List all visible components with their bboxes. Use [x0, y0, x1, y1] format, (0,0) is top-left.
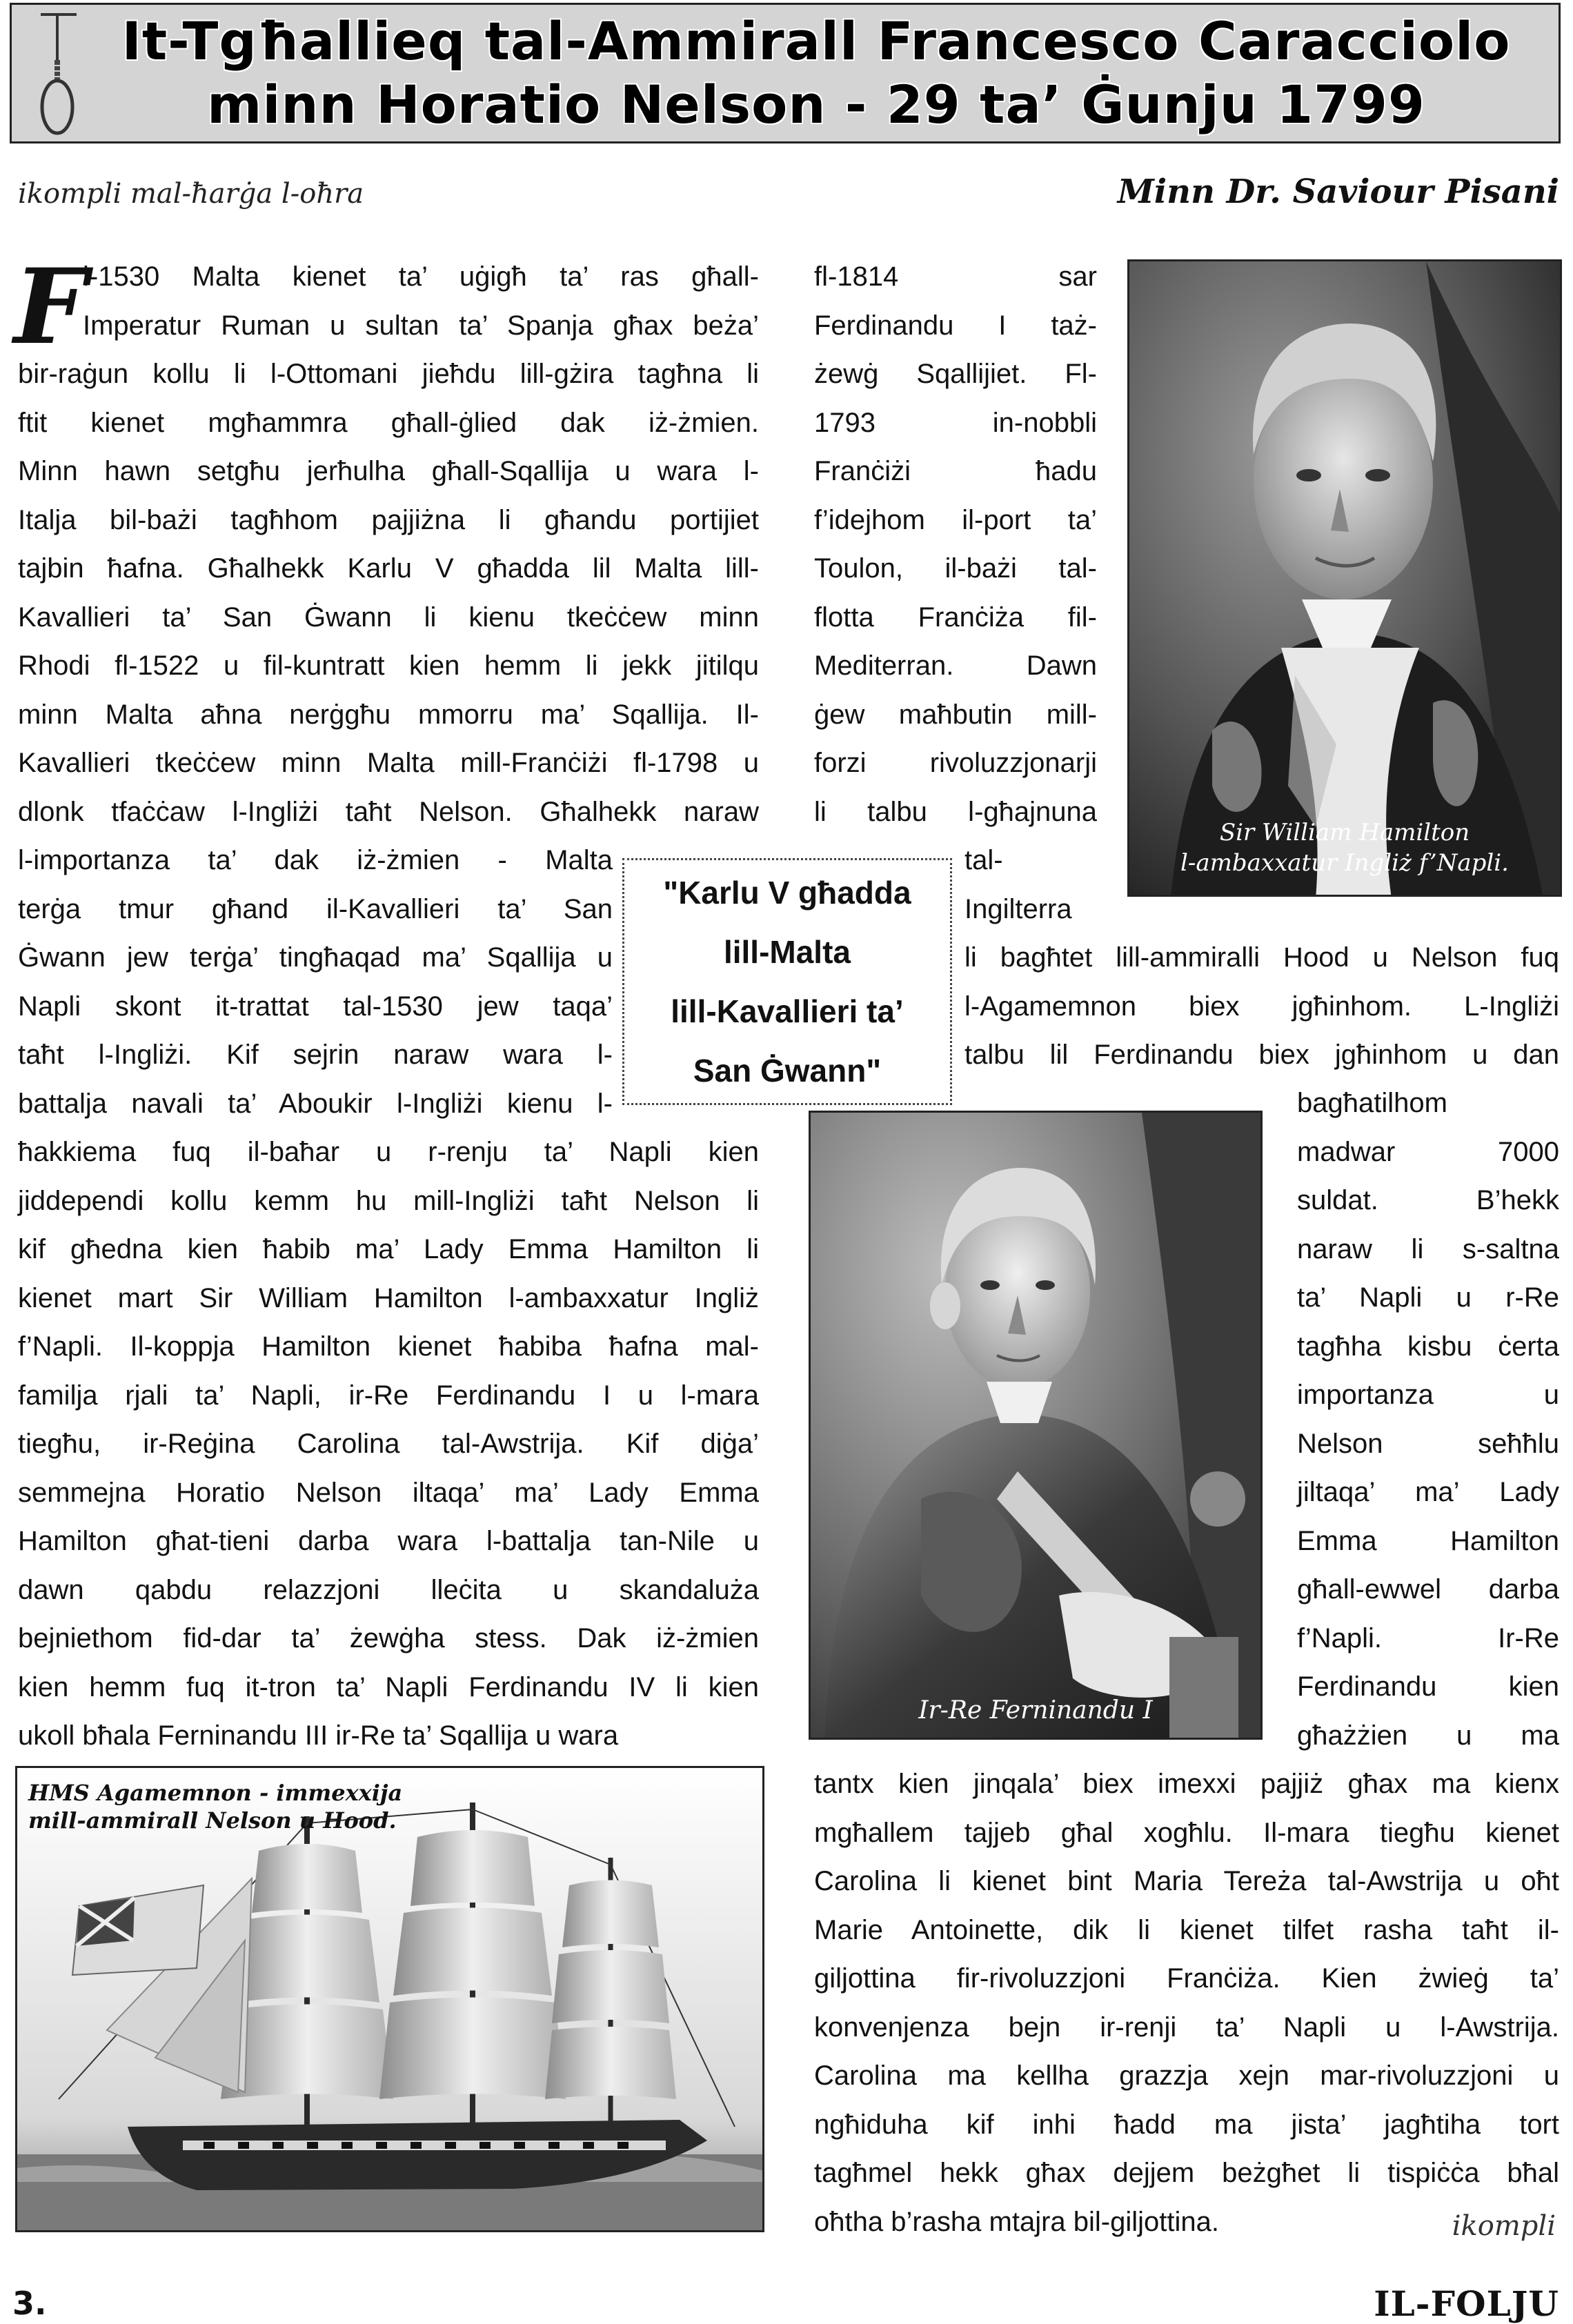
text-line: Imperatur Ruman u sultan ta’ Spanja għax beża’ [83, 310, 759, 341]
text-line: f’idejhom il-port ta’ [814, 504, 1097, 535]
text-line: Minn hawn setgħu jerħulha għall-Sqallija u wara l- [18, 456, 759, 486]
text-line: għall-ewwel darba [1297, 1574, 1559, 1605]
text-line: ġew maħbutin mill- [814, 699, 1097, 730]
text-line: f’Napli. Il-koppja Hamilton kienet ħabiba ħafna mal- [18, 1331, 759, 1362]
text-line: dawn qabdu relazzjoni lleċita u skandaluża [18, 1574, 759, 1605]
text-line: familja rjali ta’ Napli, ir-Re Ferdinandu I u l-mara [18, 1380, 759, 1411]
hamilton-caption-line-2: l-ambaxxatur Ingliż f’Napli. [1180, 849, 1509, 877]
text-line: Ferdinandu kien [1297, 1671, 1559, 1702]
text-line: ħakkiema fuq il-baħar u r-renju ta’ Napli kien [18, 1137, 759, 1167]
title-banner [10, 3, 1561, 143]
text-line: tantx kien jinqala’ biex imexxi pajjiż għax ma kienx [814, 1769, 1559, 1799]
text-line: li talbu l-għajnuna [814, 796, 1097, 827]
pull-quote-line: lill-Kavallieri ta’ [671, 993, 904, 1029]
text-line: bejniethom fid-dar ta’ żewġha stess. Dak iż-żmien [18, 1623, 759, 1653]
text-line: f’Napli. Ir-Re [1297, 1622, 1559, 1653]
ship-caption-line-1: HMS Agamemnon - immexxija [28, 1780, 403, 1806]
text-line: importanza u [1297, 1380, 1559, 1410]
text-line: flotta Franċiża fil- [814, 602, 1097, 633]
text-line: tal- [964, 845, 1003, 875]
text-line: mgħallem tajjeb għal xogħlu. Il-mara tiegħu kienet [814, 1817, 1559, 1848]
ship-caption-line-2: mill-ammirall Nelson u Hood. [28, 1807, 397, 1834]
text-line: Marie Antoinette, dik li kienet tilfet rasha taħt il- [814, 1914, 1559, 1945]
text-line: giljottina fir-rivoluzzjoni Franċiża. Kien żwieġ ta’ [814, 1963, 1559, 1994]
text-line: l-1530 Malta kienet ta’ uġigħ ta’ ras għall- [83, 261, 759, 292]
hamilton-caption-line-1: Sir William Hamilton [1219, 819, 1470, 846]
ferdinand-portrait-image [811, 1113, 1263, 1740]
page-number: 3. [12, 2285, 47, 2322]
text-line: Toulon, il-bażi tal- [814, 553, 1097, 584]
text-line: suldat. B’hekk [1297, 1185, 1559, 1215]
text-line: jiltaqa’ ma’ Lady [1297, 1477, 1559, 1507]
text-line: tiegħu, ir-Reġina Carolina tal-Awstrija. Kif diġa’ [18, 1429, 759, 1459]
text-line: l-Agamemnon biex jgħinhom. L-Ingliżi [964, 991, 1559, 1022]
text-line: tagħmel hekk għax dejjem beżgħet li tispiċċa bħal [814, 2158, 1559, 2188]
pull-quote-line: lill-Malta [723, 934, 851, 970]
text-line: Mediterran. Dawn [814, 650, 1097, 681]
text-line: minn Malta aħna nerġgħu mmorru ma’ Sqallija. Il- [18, 699, 759, 730]
text-line: terġa tmur għand il-Kavallieri ta’ San [18, 893, 613, 924]
drop-cap: F [14, 246, 88, 368]
text-line: Rhodi fl-1522 u fil-kuntratt kien hemm li jekk jitilqu [18, 650, 759, 681]
title-line-2: minn Horatio Nelson - 29 ta’ Ġunju 1799 [207, 74, 1425, 135]
text-line: battalja navali ta’ Aboukir l-Ingliżi kienu l- [18, 1088, 613, 1119]
title-line-1: It-Tgħallieq tal-Ammirall Francesco Caracciolo [121, 10, 1511, 72]
magazine-name: IL-FOLJU [1374, 2283, 1559, 2324]
hamilton-portrait-image [1129, 261, 1562, 897]
page-title [81, 5, 1552, 141]
text-line: ngħiduha kif inhi ħadd ma jista’ jagħtiha tort [814, 2109, 1559, 2140]
ferdinand-portrait [809, 1111, 1263, 1740]
text-line: ftit kienet mgħammra għall-ġlied dak iż-żmien. [18, 407, 759, 438]
text-line: Italja bil-bażi tagħhom pajjiżna li għandu portijiet [18, 504, 759, 535]
text-line: Franċiżi ħadu [814, 456, 1097, 486]
text-line: konvenjenza bejn ir-renji ta’ Napli u l-Awstrija. [814, 2012, 1559, 2043]
text-line: bir-raġun kollu li l-Ottomani jieħdu lill-gżira tagħna li [18, 359, 759, 389]
text-line: jiddependi kollu kemm hu mill-Ingliżi taħt Nelson li [18, 1185, 759, 1216]
text-line: kienet mart Sir William Hamilton l-ambaxxatur Ingliż [18, 1282, 759, 1313]
noose-icon [37, 12, 79, 136]
text-line: Nelson seħħlu [1297, 1428, 1559, 1459]
text-line: taħt l-Ingliżi. Kif sejrin naraw wara l- [18, 1040, 613, 1070]
text-line: li bagħtet lill-ammiralli Hood u Nelson fuq [964, 942, 1559, 973]
text-line: għażżien u ma [1297, 1720, 1559, 1751]
ferdinand-caption: Ir-Re Ferninandu I [918, 1696, 1153, 1725]
author-byline: Minn Dr. Saviour Pisani [1117, 172, 1559, 211]
text-line: semmejna Horatio Nelson iltaqa’ ma’ Lady Emma [18, 1477, 759, 1508]
text-line: bagħatilhom [1297, 1088, 1447, 1118]
text-line: Carolina ma kellha grazzja xejn mar-rivoluzzjoni u [814, 2060, 1559, 2091]
continued-from-note: ikompli mal-ħarġa l-oħra [18, 178, 364, 210]
text-line: Kavallieri ta’ San Ġwann li kienu tkeċċew minn [18, 602, 759, 633]
text-line: fl-1814 sar [814, 261, 1097, 292]
text-line: Emma Hamilton [1297, 1525, 1559, 1556]
text-line: naraw li s-saltna [1297, 1233, 1559, 1264]
text-line: l-importanza ta’ dak iż-żmien - Malta [18, 845, 613, 875]
continued-note: ikompli [1452, 2210, 1556, 2242]
text-line: Ingilterra [964, 893, 1072, 924]
text-line: kif għedna kien ħabib ma’ Lady Emma Hamilton li [18, 1234, 759, 1264]
text-line: Napli skont it-trattat tal-1530 jew taqa’ [18, 991, 613, 1022]
text-line: Ġwann jew terġa’ tingħaqad ma’ Sqallija u [18, 942, 613, 973]
text-line: Hamilton għat-tieni darba wara l-battalja tan-Nile u [18, 1526, 759, 1556]
text-line: oħtha b’rasha mtajra bil-giljottina. [814, 2206, 1219, 2237]
text-line: żewġ Sqallijiet. Fl- [814, 359, 1097, 389]
text-line: talbu lil Ferdinandu biex jgħinhom u dan [964, 1040, 1559, 1070]
text-line: 1793 in-nobbli [814, 407, 1097, 438]
text-line: kien hemm fuq it-tron ta’ Napli Ferdinandu IV li kien [18, 1671, 759, 1702]
text-line: Carolina li kienet bint Maria Tereża tal-Awstrija u oħt [814, 1866, 1559, 1896]
text-line: tagħha kisbu ċerta [1297, 1331, 1559, 1362]
text-line: forzi rivoluzzjonarji [814, 748, 1097, 778]
agamemnon-ship-image [17, 1768, 764, 2232]
text-line: ta’ Napli u r-Re [1297, 1282, 1559, 1313]
text-line: dlonk tfaċċaw l-Ingliżi taħt Nelson. Għalhekk naraw [18, 796, 759, 827]
text-line: tajbin ħafna. Għalhekk Karlu V għadda lil Malta lill- [18, 553, 759, 584]
text-line: madwar 7000 [1297, 1136, 1559, 1167]
pull-quote-line: "Karlu V għadda [663, 875, 911, 911]
pull-quote-line: San Ġwann" [693, 1053, 882, 1089]
pull-quote [622, 858, 952, 1105]
hamilton-portrait [1127, 259, 1562, 897]
text-line: Ferdinandu I taż- [814, 310, 1097, 341]
text-line: ukoll bħala Ferninandu III ir-Re ta’ Sqallija u wara [18, 1720, 619, 1751]
agamemnon-ship-picture [15, 1766, 764, 2232]
text-line: Kavallieri tkeċċew minn Malta mill-Franċiżi fl-1798 u [18, 748, 759, 778]
